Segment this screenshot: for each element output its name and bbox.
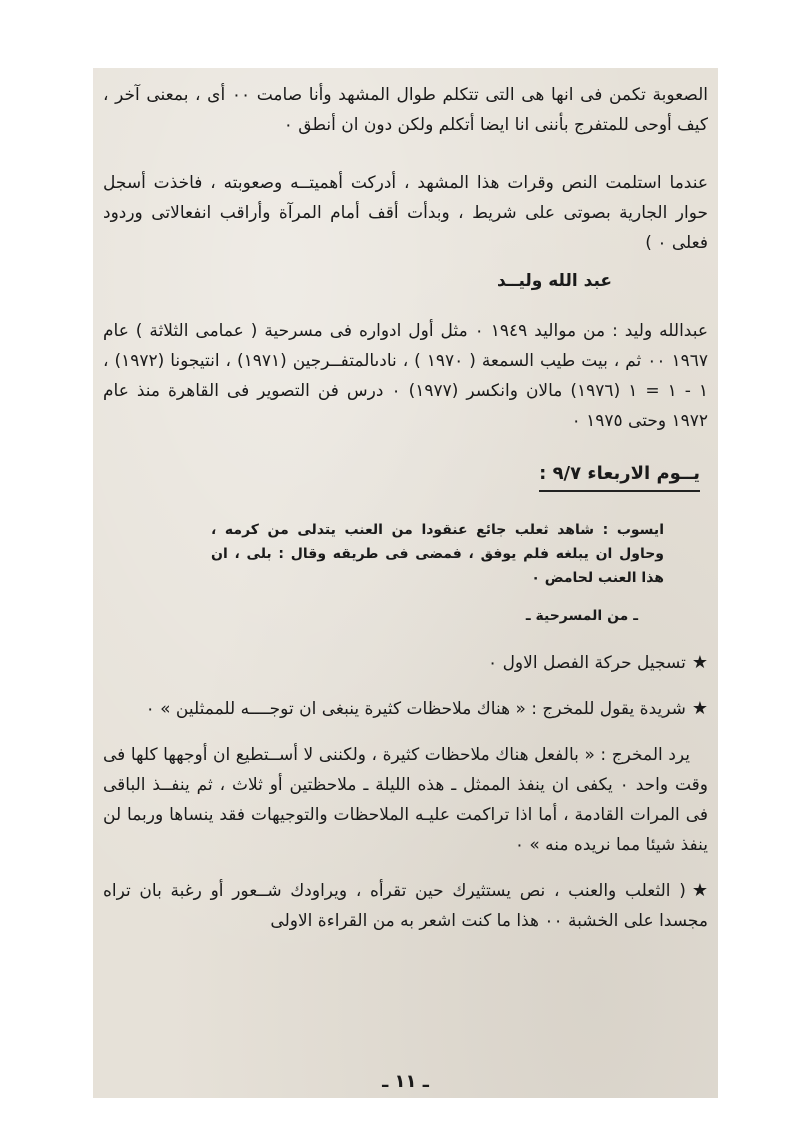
star-icon: ★ — [691, 652, 708, 673]
star-icon: ★ — [691, 698, 708, 719]
list-item-text: ( الثعلب والعنب ، نص يستثيرك حين تقرأه ، ويراودك شــعور أو رغبة بان تراه مجسدا على الخشبة ٠٠ هذا ما كنت اشعر به من القراءة الاولى — [103, 881, 708, 931]
quote-source: ـ من المسرحية ـ — [525, 608, 638, 624]
list-item — [103, 876, 708, 936]
recording-paragraph: عندما استلمت النص وقرات هذا المشهد ، أدركت أهميتــه وصعوبته ، فاخذت أسجل حوار الجارية بصوتى على شريط ، وبدأت أقف أمام المرآة وأراقب انفعالاتى وردود فعلى ٠ ) — [103, 173, 708, 253]
day-heading: يــوم الاربعاء ٩/٧ : — [539, 458, 700, 492]
director-reply-paragraph: يرد المخرج : « بالفعل هناك ملاحظات كثيرة ، ولكننى لا أســتطيع ان أوجهها كلها فى وقت واحد ٠ يكفى ان ينفذ الممثل ـ هذه الليلة ـ ملاحظتين أو ثلاث ، ثم ينفــذ الباقى فى المرات القادمة ، أما اذا تراكمت عليـه الملاحظات والتوجيهات فقد ينساها وربما لن ينفذ شيئا مما نريده منه » ٠ — [103, 745, 708, 855]
list-item-text: تسجيل حركة الفصل الاول ٠ — [488, 653, 686, 673]
intro-paragraph: الصعوبة تكمن فى انها هى التى تتكلم طوال المشهد وأنا صامت ٠٠ أى ، بمعنى آخر ، كيف أوحى للمتفرج بأننى انا ايضا أتكلم ولكن دون ان أنطق ٠ — [103, 85, 708, 135]
list-item — [103, 648, 708, 678]
aesop-quote: ايسوب : شاهد ثعلب جائع عنقودا من العنب يتدلى من كرمه ، وحاول ان يبلغه فلم يوفق ، فمضى فى طريقه وقال : بلى ، ان هذا العنب لحامض ٠ — [211, 522, 664, 586]
page-content — [103, 80, 708, 1088]
actor-bio-paragraph: عبدالله وليد : من مواليد ١٩٤٩ ٠ مثل أول ادواره فى مسرحية ( عمامى الثلاثة ) عام ١٩٦٧ ٠٠ ثم ، بيت طيب السمعة ( ١٩٧٠ ) ، نادىالمتفــرجين (١٩٧١) ، انتيجونا (١٩٧٢) ، ١ - ١ = ١ (١٩٧٦) مالان وانكسر (١٩٧٧) ٠ درس فن التصوير فى القاهرة منذ عام ١٩٧٢ وحتى ١٩٧٥ ٠ — [103, 321, 709, 431]
list-item — [103, 694, 708, 724]
list-item-text: شريدة يقول للمخرج : « هناك ملاحظات كثيرة ينبغى ان توجــــه للممثلين » ٠ — [145, 699, 686, 719]
page-number: ـ ١١ ـ — [382, 1071, 429, 1092]
scanned-page — [93, 68, 718, 1098]
actor-name-heading: عبد الله وليــد — [497, 271, 612, 291]
star-icon: ★ — [691, 880, 708, 901]
